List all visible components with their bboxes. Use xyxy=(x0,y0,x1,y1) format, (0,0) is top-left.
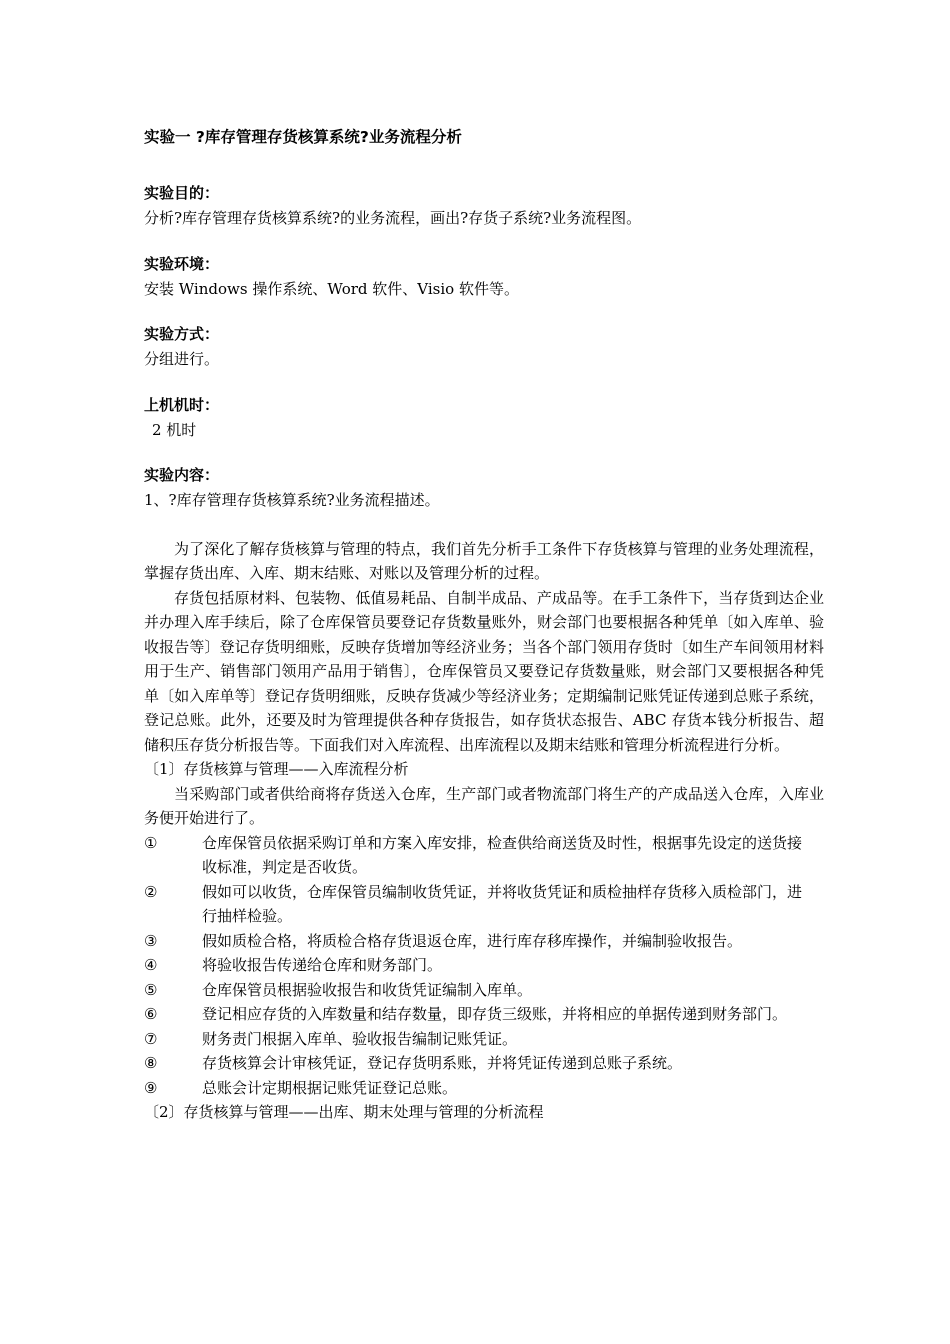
list-item-text: 财务责门根据入库单、验收报告编制记账凭证。 xyxy=(202,1029,518,1048)
paragraph: 为了深化了解存货核算与管理的特点，我们首先分析手工条件下存货核算与管理的业务处理流程，掌握存货出库、入库、期末结账、对账以及管理分析的过程。 xyxy=(144,539,824,582)
section-body: 分组进行。 xyxy=(144,350,220,368)
section-heading: 实验方式： xyxy=(144,325,220,343)
document-body xyxy=(144,124,824,1125)
document-title: 实验一 ?库存管理存货核算系统?业务流程分析 xyxy=(144,128,462,146)
list-item-number: ⑧ xyxy=(144,1054,158,1072)
list-item-number: ⑥ xyxy=(144,1005,158,1023)
section-body: 1、?库存管理存货核算系统?业务流程描述。 xyxy=(144,491,440,509)
section-purpose xyxy=(144,180,824,231)
list-item-number: ⑦ xyxy=(144,1029,158,1048)
list-item-text: 仓库保管员依据采购订单和方案入库安排，检查供给商送货及时性，根据事先设定的送货接收标准，判定是否收货。 xyxy=(202,833,803,876)
list-item xyxy=(144,831,824,880)
list-item xyxy=(144,1076,824,1101)
section-heading: 实验环境： xyxy=(144,254,220,273)
list-item xyxy=(144,880,824,929)
section-environment xyxy=(144,251,824,302)
list-item-number: ② xyxy=(144,882,158,901)
section-heading: 实验内容： xyxy=(144,466,220,484)
list-item-number: ⑤ xyxy=(144,980,158,999)
section-body: 分析?库存管理存货核算系统?的业务流程，画出?存货子系统?业务流程图。 xyxy=(144,209,642,227)
blank-line xyxy=(144,513,824,537)
list-item xyxy=(144,929,824,954)
subsection-heading: 〔2〕存货核算与管理——出库、期末处理与管理的分析流程 xyxy=(144,1103,544,1121)
section-hours xyxy=(144,392,824,443)
list-item-text: 总账会计定期根据记账凭证登记总账。 xyxy=(202,1078,458,1097)
list-item-text: 假如质检合格，将质检合格存货退返仓库，进行库存移库操作，并编制验收报告。 xyxy=(202,931,743,950)
section-heading: 实验目的： xyxy=(144,184,220,202)
paragraph: 当采购部门或者供给商将存货送入仓库，生产部门或者物流部门将生产的产成品送入仓库，入库业务便开始进行了。 xyxy=(144,784,824,827)
section-body: 安装 Windows 操作系统、Word 软件、Visio 软件等。 xyxy=(144,279,519,298)
list-item xyxy=(144,978,824,1003)
section-method xyxy=(144,321,824,372)
list-item-number: ⑨ xyxy=(144,1078,158,1097)
subsection-heading: 〔1〕存货核算与管理——入库流程分析 xyxy=(144,760,409,778)
list-item-text: 将验收报告传递给仓库和财务部门。 xyxy=(202,956,443,974)
list-item-text: 登记相应存货的入库数量和结存数量，即存货三级账，并将相应的单据传递到财务部门。 xyxy=(202,1005,788,1023)
section-content xyxy=(144,462,824,513)
list-item xyxy=(144,1051,824,1076)
list-item-text: 假如可以收货，仓库保管员编制收货凭证，并将收货凭证和质检抽样存货移入质检部门，进行抽样检验。 xyxy=(202,882,803,925)
list-item-text: 存货核算会计审核凭证，登记存货明系账，并将凭证传递到总账子系统。 xyxy=(202,1054,683,1072)
list-item-text: 仓库保管员根据验收报告和收货凭证编制入库单。 xyxy=(202,980,533,999)
section-body: 2 机时 xyxy=(152,420,197,439)
list-item-number: ④ xyxy=(144,956,158,974)
paragraph: 存货包括原材料、包装物、低值易耗品、自制半成品、产成品等。在手工条件下，当存货到达企业并办理入库手续后，除了仓库保管员要登记存货数量账外，财会部门也要根据各种凭单〔如入库单、验收报告等〕登记存货明细账，反映存货增加等经济业务；当各个部门领用存货时〔如生产车间领用材料用于生产、销售部门领用产品用于销售〕，仓库保管员又要登记存货数量账，财会部门又要根据各种凭单〔如入库单等〕登记存货明细账，反映存货减少等经济业务；定期编制记账凭证传递到总账子系统，登记总账。此外，还要及时为管理提供各种存货报告，如存货状态报告、ABC 存货本钱分析报告、超储积压存货分析报告等。下面我们对入库流程、出库流程以及期末结账和管理分析流程进行分析。 xyxy=(144,588,824,754)
list-item xyxy=(144,953,824,978)
list-item xyxy=(144,1027,824,1052)
list-item-number: ③ xyxy=(144,931,158,950)
list-item xyxy=(144,1002,824,1027)
list-item-number: ① xyxy=(144,833,158,852)
section-heading: 上机机时： xyxy=(144,395,220,414)
